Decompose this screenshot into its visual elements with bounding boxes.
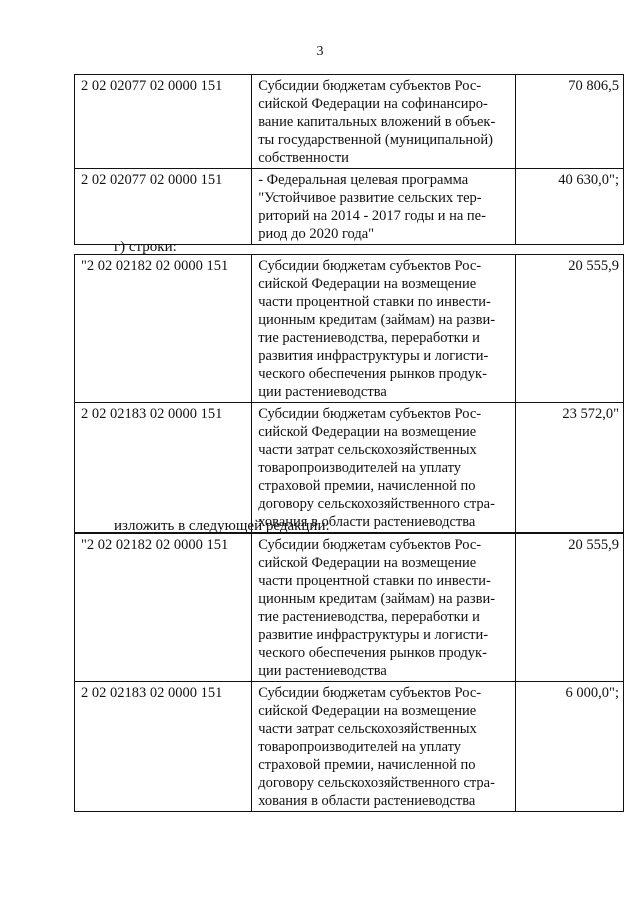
- description-line: собственности: [258, 150, 349, 166]
- description-line: договору сельскохозяйственного стра-: [258, 496, 495, 512]
- description-line: Субсидии бюджетам субъектов Рос-: [258, 537, 482, 553]
- table-row: [75, 255, 624, 403]
- description-line: Субсидии бюджетам субъектов Рос-: [258, 78, 482, 94]
- budget-code-cell: 2 02 02077 02 0000 151: [75, 75, 252, 169]
- amount-cell: 20 555,9: [516, 534, 624, 682]
- description-cell: [252, 169, 516, 245]
- description-cell: [252, 75, 516, 169]
- amendment-table-2: [74, 254, 624, 533]
- description-line: "Устойчивое развитие сельских тер-: [258, 190, 482, 206]
- amendment-table-1: [74, 74, 624, 245]
- description-line: риод до 2020 года": [258, 226, 375, 242]
- budget-table: [74, 533, 624, 812]
- description-cell: [252, 534, 516, 682]
- description-line: Субсидии бюджетам субъектов Рос-: [258, 406, 482, 422]
- table-row: [75, 169, 624, 245]
- description-line: ции растениеводства: [258, 384, 387, 400]
- amount-cell: 20 555,9: [516, 255, 624, 403]
- budget-table: [74, 254, 624, 533]
- budget-code-cell: 2 02 02077 02 0000 151: [75, 169, 252, 245]
- description-line: тие растениеводства, переработки и: [258, 609, 480, 625]
- description-line: Субсидии бюджетам субъектов Рос-: [258, 685, 482, 701]
- description-line: развития инфраструктуры и логисти-: [258, 348, 489, 364]
- description-cell: [252, 403, 516, 533]
- description-line: тие растениеводства, переработки и: [258, 330, 480, 346]
- description-line: части процентной ставки по инвести-: [258, 294, 491, 310]
- description-line: хования в области растениеводства: [258, 793, 476, 809]
- amount-cell: 70 806,5: [516, 75, 624, 169]
- table-row: [75, 75, 624, 169]
- amendment-table-3: [74, 533, 624, 812]
- description-line: сийской Федерации на возмещение: [258, 424, 477, 440]
- restate-label: изложить в следующей редакции:: [114, 518, 330, 534]
- description-line: ционным кредитам (займам) на разви-: [258, 312, 496, 328]
- budget-table: [74, 74, 624, 245]
- table-row: [75, 403, 624, 533]
- description-line: сийской Федерации на возмещение: [258, 703, 477, 719]
- description-line: части затрат сельскохозяйственных: [258, 442, 477, 458]
- budget-code-cell: 2 02 02183 02 0000 151: [75, 682, 252, 812]
- description-line: вание капитальных вложений в объек-: [258, 114, 496, 130]
- description-line: Субсидии бюджетам субъектов Рос-: [258, 258, 482, 274]
- amount-cell: 23 572,0": [516, 403, 624, 533]
- budget-code-cell: "2 02 02182 02 0000 151: [75, 534, 252, 682]
- description-line: хования в области растениеводства: [258, 514, 476, 530]
- amount-cell: 6 000,0";: [516, 682, 624, 812]
- budget-code-cell: "2 02 02182 02 0000 151: [75, 255, 252, 403]
- description-cell: [252, 255, 516, 403]
- description-cell: [252, 682, 516, 812]
- section-g-label: г) строки:: [114, 239, 177, 255]
- description-line: товаропроизводителей на уплату: [258, 739, 462, 755]
- description-line: ты государственной (муниципальной): [258, 132, 493, 148]
- description-line: ции растениеводства: [258, 663, 387, 679]
- description-line: сийской Федерации на софинансиро-: [258, 96, 488, 112]
- description-line: риторий на 2014 - 2017 годы и на пе-: [258, 208, 486, 224]
- description-line: - Федеральная целевая программа: [258, 172, 469, 188]
- description-line: договору сельскохозяйственного стра-: [258, 775, 495, 791]
- budget-code-cell: 2 02 02183 02 0000 151: [75, 403, 252, 533]
- amount-cell: 40 630,0";: [516, 169, 624, 245]
- description-line: страховой премии, начисленной по: [258, 478, 476, 494]
- description-line: ческого обеспечения рынков продук-: [258, 366, 487, 382]
- table-row: [75, 682, 624, 812]
- table-row: [75, 534, 624, 682]
- description-line: части процентной ставки по инвести-: [258, 573, 491, 589]
- description-line: развитие инфраструктуры и логисти-: [258, 627, 489, 643]
- description-line: ционным кредитам (займам) на разви-: [258, 591, 496, 607]
- description-line: сийской Федерации на возмещение: [258, 555, 477, 571]
- description-line: ческого обеспечения рынков продук-: [258, 645, 487, 661]
- page-number: 3: [316, 44, 324, 59]
- description-line: сийской Федерации на возмещение: [258, 276, 477, 292]
- description-line: части затрат сельскохозяйственных: [258, 721, 477, 737]
- description-line: страховой премии, начисленной по: [258, 757, 476, 773]
- description-line: товаропроизводителей на уплату: [258, 460, 462, 476]
